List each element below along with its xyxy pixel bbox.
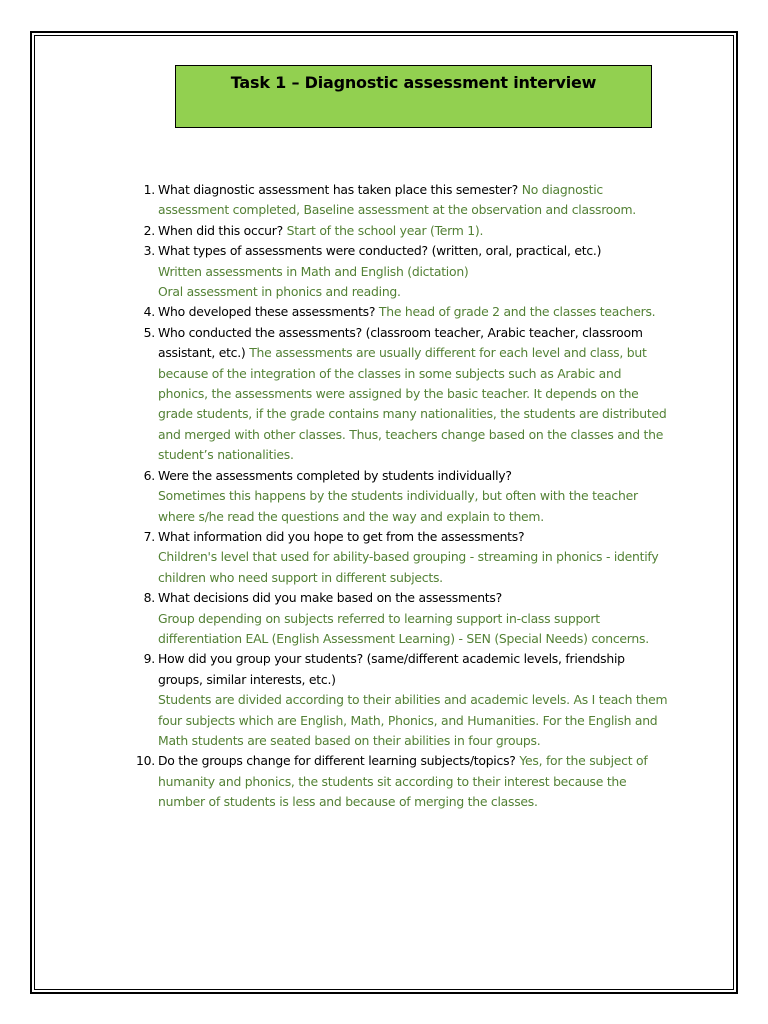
question-item-2: [0, 221, 670, 241]
answer-text: Group depending on subjects referred to learning support in-class support differentiation EAL (English Assessment Learning) - SEN (Special Needs) concerns.: [158, 610, 649, 646]
question-text: What information did you hope to get from the assessments?: [158, 528, 525, 544]
question-item-1: [0, 180, 670, 221]
question-item-3: [0, 241, 670, 302]
question-item-4: [0, 302, 670, 322]
question-item-8: [0, 588, 670, 649]
answer-text: The assessments are usually different for each level and class, but because of the integration of the classes in some subjects such as Arabic and phonics, the assessments were assigned by the basic teacher. It depends on the grade students, if the grade contains many nationalities, the students are distributed and merged with other classes. Thus, teachers change based on the classes and the student’s nationalities.: [158, 345, 667, 463]
question-number: 2.: [143, 222, 155, 238]
answer-text: No diagnostic assessment completed, Baseline assessment at the observation and classroom.: [158, 182, 636, 218]
answer-text: Sometimes this happens by the students individually, but often with the teacher where s/he read the questions and the way and explain to them.: [158, 488, 638, 524]
question-text: Who conducted the assessments? (classroom teacher, Arabic teacher, classroom assistant, etc.): [158, 324, 643, 361]
page-title: Task 1 – Diagnostic assessment interview: [230, 73, 597, 92]
answer-text-line-1: Written assessments in Math and English (dictation): [158, 263, 469, 279]
question-number: 7.: [143, 528, 155, 544]
question-text: How did you group your students? (same/different academic levels, friendship groups, similar interests, etc.): [158, 651, 625, 687]
answer-text: The head of grade 2 and the classes teachers.: [378, 304, 656, 320]
answer-text: Yes, for the subject of humanity and phonics, the students sit according to their interest because the number of students is less and because of merging the classes.: [158, 753, 648, 810]
question-item-7: [0, 527, 670, 588]
question-number: 9.: [143, 651, 155, 667]
question-number: 1.: [143, 182, 155, 197]
question-text: Who developed these assessments?: [158, 304, 376, 320]
question-number: 4.: [143, 304, 155, 320]
question-text: Do the groups change for different learning subjects/topics?: [158, 753, 516, 769]
question-number: 8.: [143, 590, 155, 606]
question-item-6: [0, 466, 670, 527]
answer-text: Start of the school year (Term 1).: [286, 222, 484, 238]
question-number: 10.: [136, 753, 155, 769]
question-number: 6.: [143, 467, 155, 483]
question-list: [0, 180, 768, 813]
question-text: Were the assessments completed by students individually?: [158, 467, 512, 483]
question-text: When did this occur?: [158, 222, 283, 238]
answer-text: Children's level that used for ability-based grouping - streaming in phonics - identify children who need support in different subjects.: [158, 549, 659, 585]
answer-text-line-2: Oral assessment in phonics and reading.: [158, 284, 401, 300]
question-item-9: [0, 649, 670, 751]
question-text: What types of assessments were conducted? (written, oral, practical, etc.): [158, 243, 602, 259]
question-item-5: [0, 323, 670, 466]
title-box: [175, 65, 652, 128]
question-text: What decisions did you make based on the assessments?: [158, 590, 502, 606]
question-item-10: [0, 751, 670, 812]
answer-text: Students are divided according to their abilities and academic levels. As I teach them four subjects which are English, Math, Phonics, and Humanities. For the English and Math students are seated based on their abilities in four groups.: [158, 692, 668, 748]
question-number: 5.: [143, 324, 155, 340]
question-text: What diagnostic assessment has taken place this semester?: [158, 182, 518, 197]
question-number: 3.: [143, 243, 155, 259]
